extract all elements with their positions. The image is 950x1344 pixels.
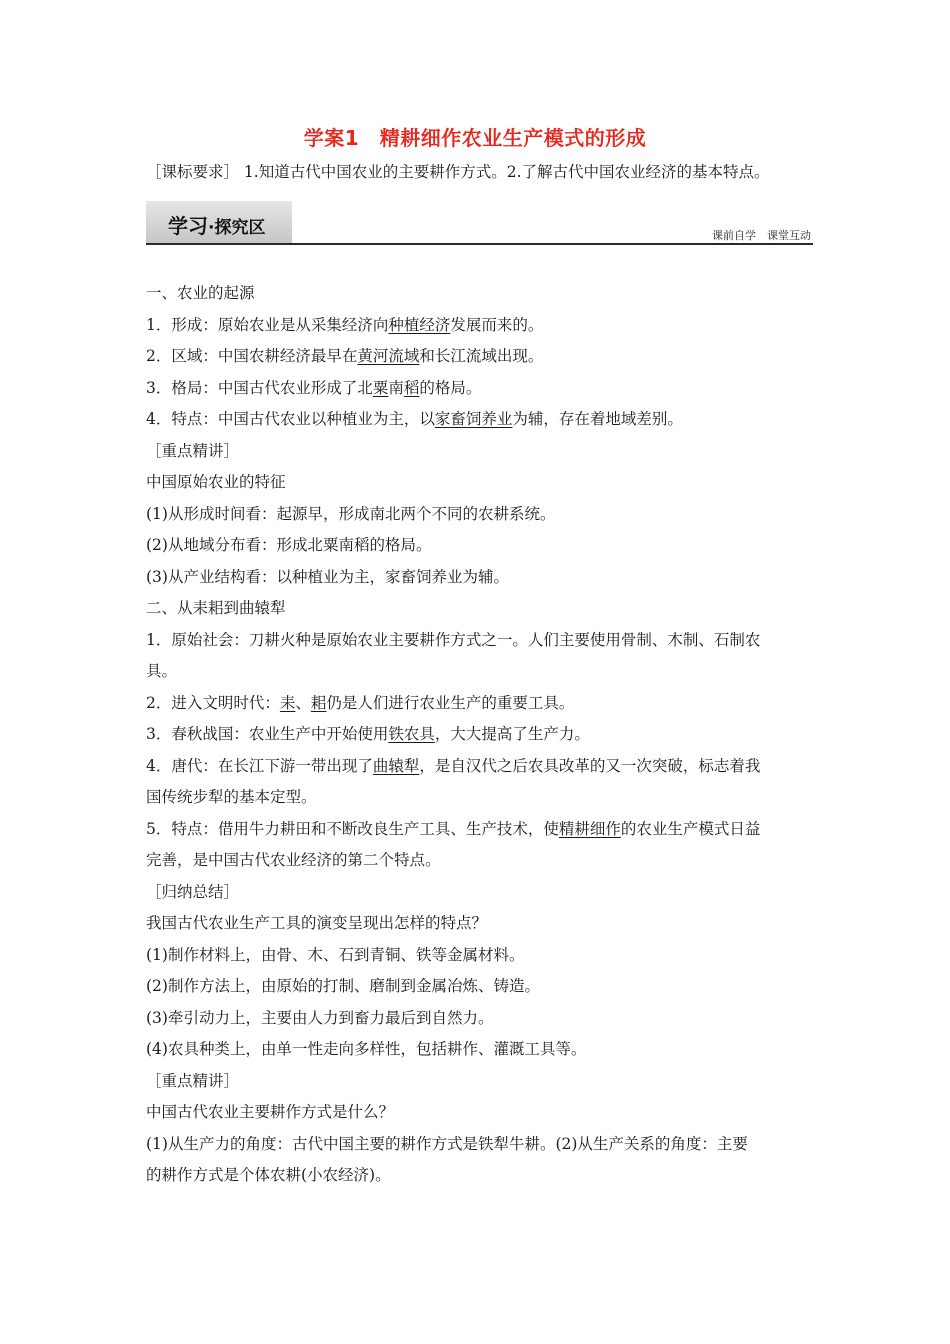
key-term: 稻	[403, 378, 420, 397]
list-item: 5．特点：借用牛力耕田和不断改良生产工具、生产技术，使精耕细作的农业生产模式日益	[146, 819, 761, 838]
key-term: 黄河流域	[357, 347, 420, 365]
list-item-continued: 的耕作方式是个体农耕(小农经济)。	[146, 1166, 391, 1184]
list-item: 4．唐代：在长江下游一带出现了曲辕犁，是自汉代之后农具改革的又一次突破，标志着我	[146, 756, 761, 775]
list-item: (2)制作方法上，由原始的打制、磨制到金属冶炼、铸造。	[146, 977, 540, 995]
list-item: 2．进入文明时代：耒、耜仍是人们进行农业生产的重要工具。	[146, 693, 575, 712]
main-content	[146, 278, 814, 1192]
list-item: 3．春秋战国：农业生产中开始使用铁农具，大大提高了生产力。	[146, 725, 590, 743]
key-term: 耜	[310, 693, 327, 712]
banner-sub: ·探究区	[208, 218, 266, 238]
list-item: 2．区域：中国农耕经济最早在黄河流域和长江流域出现。	[146, 347, 544, 365]
list-item: (1)从生产力的角度：古代中国主要的耕作方式是铁犁牛耕。(2)从生产关系的角度：主要	[146, 1134, 748, 1153]
list-item: (3)从产业结构看：以种植业为主，家畜饲养业为辅。	[146, 567, 509, 586]
list-item-continued: 国传统步犁的基本定型。	[146, 788, 317, 806]
key-term: 耒	[279, 693, 296, 712]
list-item: (4)农具种类上，由单一性走向多样性，包括耕作、灌溉工具等。	[146, 1040, 587, 1058]
banner-title	[168, 210, 265, 239]
question: 中国古代农业主要耕作方式是什么？	[146, 1103, 395, 1121]
banner-divider	[146, 243, 813, 245]
key-term: 铁农具	[388, 725, 435, 743]
key-term: 家畜饲养业	[434, 410, 513, 428]
list-item-continued: 完善，是中国古代农业经济的第二个特点。	[146, 851, 441, 869]
list-item: 1．原始社会：刀耕火种是原始农业主要耕作方式之一。人们主要使用骨制、木制、石制农	[146, 630, 761, 649]
question: 中国原始农业的特征	[146, 473, 286, 491]
list-item: (2)从地域分布看：形成北粟南稻的格局。	[146, 536, 432, 554]
list-item: 3．格局：中国古代农业形成了北粟南稻的格局。	[146, 378, 482, 397]
list-item: (1)从形成时间看：起源早，形成南北两个不同的农耕系统。	[146, 504, 556, 523]
section-heading: 一、农业的起源	[146, 284, 255, 302]
section-tag: ［重点精讲］	[146, 441, 240, 460]
banner-right-label: 课前自学 课堂互动	[712, 229, 811, 242]
page-title: 学案1 精耕细作农业生产模式的形成	[303, 126, 647, 150]
key-term: 粟	[372, 378, 389, 397]
key-term: 精耕细作	[558, 819, 621, 838]
list-item: (3)牵引动力上，主要由人力到畜力最后到自然力。	[146, 1008, 494, 1027]
list-item: 4．特点：中国古代农业以种植业为主，以家畜饲养业为辅，存在着地域差别。	[146, 410, 683, 428]
list-item: 1．形成：原始农业是从采集经济向种植经济发展而来的。	[146, 315, 544, 334]
banner-main: 学习	[168, 214, 208, 238]
question: 我国古代农业生产工具的演变呈现出怎样的特点？	[146, 914, 488, 932]
key-term: 曲辕犁	[372, 756, 420, 775]
section-tag: ［归纳总结］	[146, 882, 240, 901]
key-term: 种植经济	[388, 315, 451, 334]
section-heading: 二、从耒耜到曲辕犁	[146, 599, 286, 617]
list-item: (1)制作材料上，由骨、木、石到青铜、铁等金属材料。	[146, 945, 525, 964]
section-tag: ［重点精讲］	[146, 1071, 240, 1090]
list-item-continued: 具。	[146, 662, 178, 680]
section-banner	[146, 201, 813, 245]
curriculum-requirement: ［课标要求］ 1.知道古代中国农业的主要耕作方式。2.了解古代中国农业经济的基本特点。	[146, 163, 770, 181]
